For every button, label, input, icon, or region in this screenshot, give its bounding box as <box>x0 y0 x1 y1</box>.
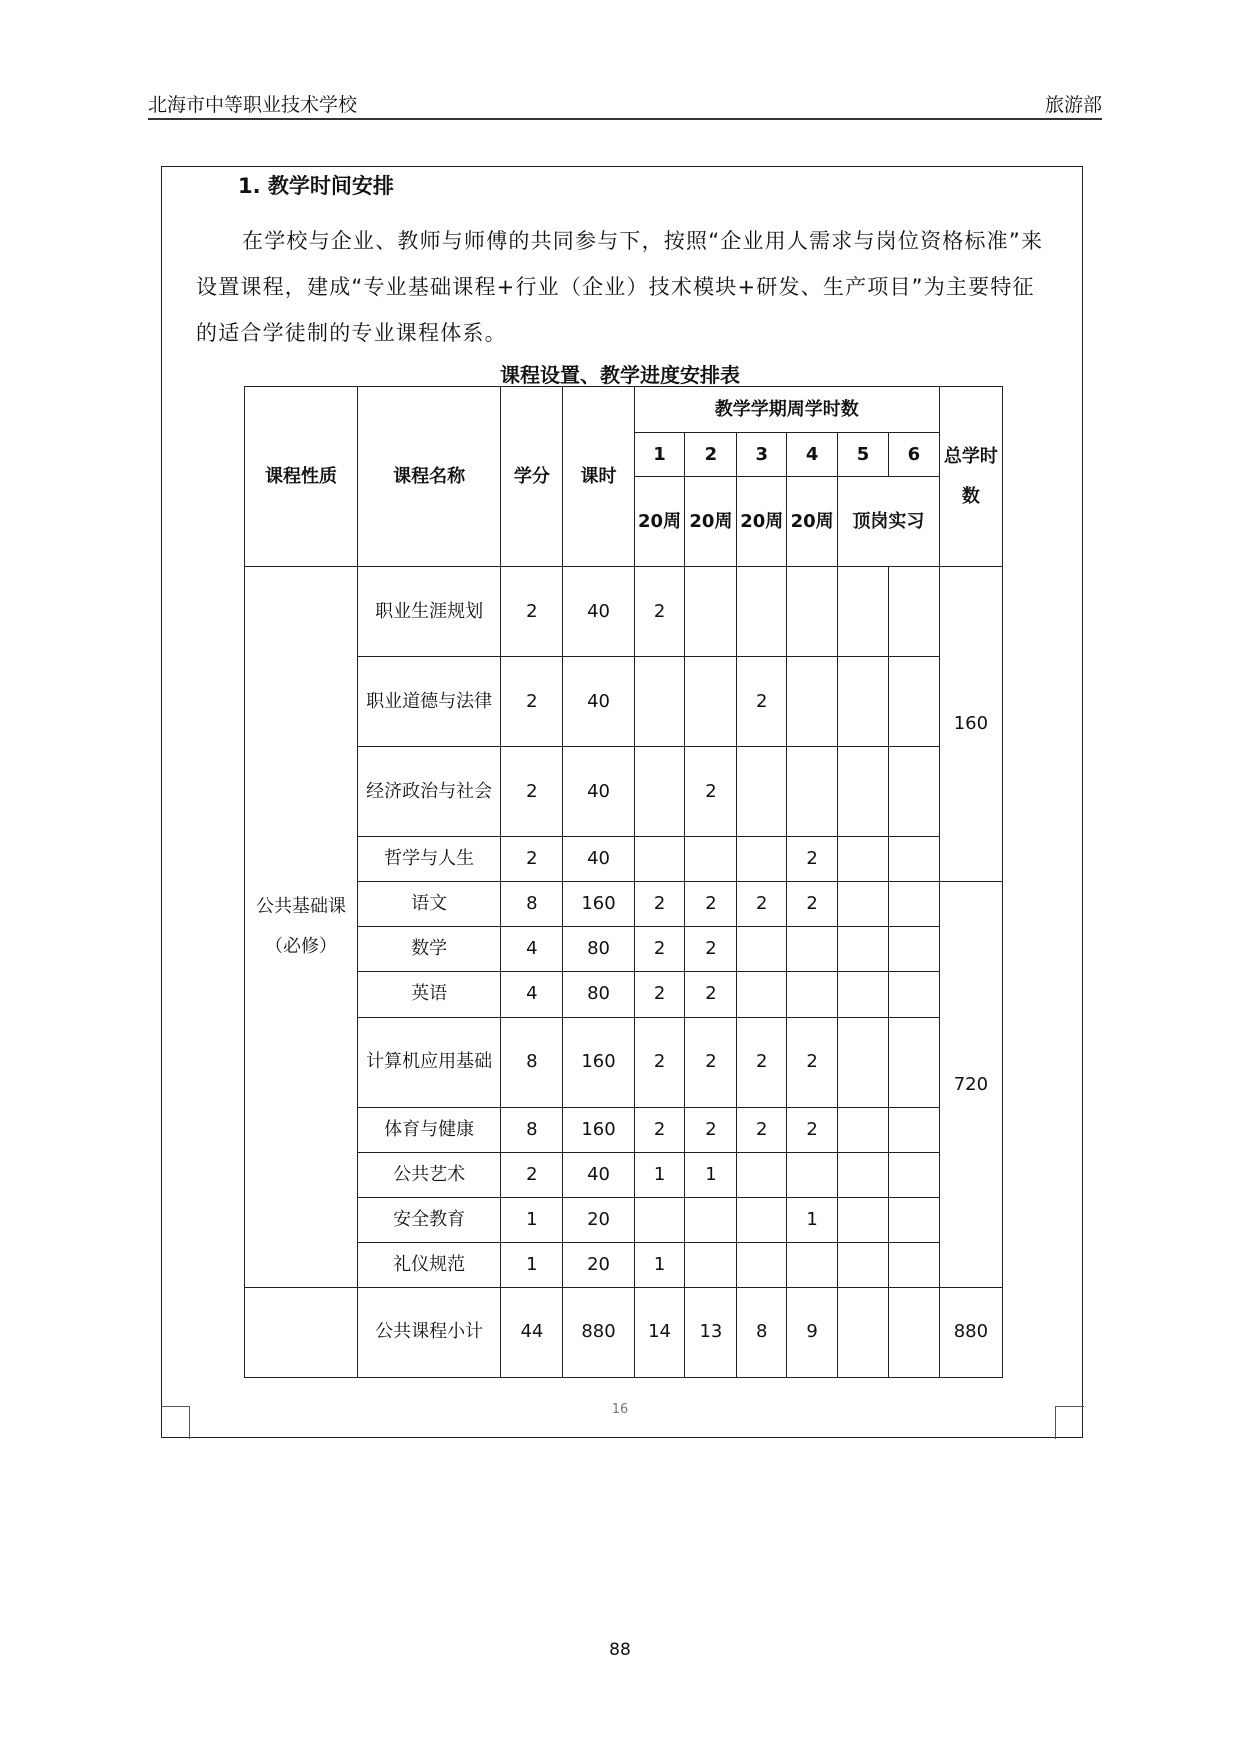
header-semester: 1 <box>634 433 685 477</box>
sem-cell <box>787 927 838 972</box>
header-weeks: 20周 <box>685 477 737 567</box>
sem-cell <box>685 1197 737 1242</box>
sem-cell <box>634 747 685 837</box>
sem-cell: 2 <box>685 747 737 837</box>
credits-cell: 2 <box>501 747 563 837</box>
table-row <box>245 972 1003 1017</box>
course-name: 经济政治与社会 <box>357 747 500 837</box>
table-row <box>245 747 1003 837</box>
course-name: 公共课程小计 <box>357 1287 500 1377</box>
page-header <box>148 90 1102 120</box>
sem-cell <box>737 1242 787 1287</box>
table-row <box>245 837 1003 882</box>
hours-cell: 160 <box>563 1017 634 1107</box>
sem-cell <box>838 567 889 657</box>
sem-cell: 2 <box>634 567 685 657</box>
credits-cell: 8 <box>501 882 563 927</box>
hours-cell: 40 <box>563 657 634 747</box>
sem-cell: 1 <box>685 1152 737 1197</box>
hours-cell: 40 <box>563 837 634 882</box>
sem-cell <box>838 972 889 1017</box>
header-weeks: 20周 <box>737 477 787 567</box>
table-row <box>245 1017 1003 1107</box>
credits-cell: 1 <box>501 1197 563 1242</box>
hours-cell: 20 <box>563 1242 634 1287</box>
sem-cell: 2 <box>685 1107 737 1152</box>
sem-cell <box>888 927 939 972</box>
sem-cell <box>838 882 889 927</box>
credits-cell: 8 <box>501 1017 563 1107</box>
schedule-table <box>244 386 1003 1378</box>
header-category: 课程性质 <box>245 387 358 567</box>
sem-cell <box>838 1242 889 1287</box>
sem-cell <box>737 567 787 657</box>
category-cell: 公共基础课（必修） <box>245 567 358 1288</box>
sem-cell <box>888 567 939 657</box>
sem-cell <box>838 1287 889 1377</box>
sem-cell <box>888 1197 939 1242</box>
sem-cell <box>838 1017 889 1107</box>
credits-cell: 44 <box>501 1287 563 1377</box>
sem-cell <box>634 657 685 747</box>
sem-cell <box>685 567 737 657</box>
credits-cell: 2 <box>501 837 563 882</box>
category-cell-empty <box>245 1287 358 1377</box>
course-name: 语文 <box>357 882 500 927</box>
sem-cell <box>888 747 939 837</box>
sem-cell <box>838 1152 889 1197</box>
sem-cell <box>787 1152 838 1197</box>
sem-cell: 2 <box>634 1107 685 1152</box>
table-caption: 课程设置、教学进度安排表 <box>500 363 740 387</box>
table-row <box>245 927 1003 972</box>
sem-cell <box>737 972 787 1017</box>
table-row <box>245 657 1003 747</box>
sem-cell: 2 <box>787 1017 838 1107</box>
sem-cell <box>634 837 685 882</box>
credits-cell: 2 <box>501 1152 563 1197</box>
sem-cell: 13 <box>685 1287 737 1377</box>
hours-cell: 160 <box>563 1107 634 1152</box>
sem-cell <box>888 1152 939 1197</box>
sem-cell <box>685 1242 737 1287</box>
intro-paragraph <box>196 218 1046 356</box>
sem-cell <box>838 1197 889 1242</box>
course-name: 职业生涯规划 <box>357 567 500 657</box>
sem-cell: 8 <box>737 1287 787 1377</box>
sem-cell <box>737 1197 787 1242</box>
sem-cell: 2 <box>634 927 685 972</box>
school-name: 北海市中等职业技术学校 <box>148 94 358 116</box>
sem-cell <box>888 972 939 1017</box>
credits-cell: 8 <box>501 1107 563 1152</box>
course-name: 数学 <box>357 927 500 972</box>
sem-cell <box>838 837 889 882</box>
total-cell: 160 <box>939 567 1002 882</box>
sem-cell: 2 <box>685 1017 737 1107</box>
course-name: 礼仪规范 <box>357 1242 500 1287</box>
sem-cell: 14 <box>634 1287 685 1377</box>
sem-cell: 1 <box>634 1152 685 1197</box>
course-name: 公共艺术 <box>357 1152 500 1197</box>
sem-cell <box>787 747 838 837</box>
hours-cell: 160 <box>563 882 634 927</box>
sem-cell <box>737 927 787 972</box>
course-name: 体育与健康 <box>357 1107 500 1152</box>
sem-cell: 2 <box>737 882 787 927</box>
table-row <box>245 1242 1003 1287</box>
header-semester: 6 <box>888 433 939 477</box>
inner-page-number: 16 <box>611 1402 629 1417</box>
credits-cell: 2 <box>501 657 563 747</box>
sem-cell <box>838 747 889 837</box>
sem-cell <box>838 927 889 972</box>
sem-cell: 2 <box>634 882 685 927</box>
header-hours: 课时 <box>563 387 634 567</box>
section-title: 1. 教学时间安排 <box>238 174 394 198</box>
sem-cell: 2 <box>685 882 737 927</box>
header-semester: 5 <box>838 433 889 477</box>
page-number: 88 <box>609 1640 631 1660</box>
sem-cell <box>888 657 939 747</box>
credits-cell: 4 <box>501 972 563 1017</box>
sem-cell <box>787 657 838 747</box>
total-cell: 720 <box>939 882 1002 1287</box>
table-row <box>245 1197 1003 1242</box>
sem-cell <box>787 972 838 1017</box>
total-cell: 880 <box>939 1287 1002 1377</box>
intro-paragraph-text: 在学校与企业、教师与师傅的共同参与下，按照“企业用人需求与岗位资格标准”来设置课程，建成“专业基础课程+行业（企业）技术模块+研发、生产项目”为主要特征的适合学徒制的专业课程体系。 <box>196 229 1044 345</box>
sem-cell: 2 <box>737 657 787 747</box>
sem-cell <box>888 1017 939 1107</box>
sem-cell <box>838 657 889 747</box>
credits-cell: 1 <box>501 1242 563 1287</box>
course-name: 计算机应用基础 <box>357 1017 500 1107</box>
sem-cell: 1 <box>634 1242 685 1287</box>
header-semester: 4 <box>787 433 838 477</box>
sem-cell <box>787 567 838 657</box>
table-row <box>245 1107 1003 1152</box>
table-row <box>245 882 1003 927</box>
sem-cell: 1 <box>787 1197 838 1242</box>
hours-cell: 80 <box>563 972 634 1017</box>
sem-cell: 2 <box>787 882 838 927</box>
hours-cell: 40 <box>563 747 634 837</box>
header-semester-group: 教学学期周学时数 <box>634 387 939 433</box>
sem-cell <box>888 882 939 927</box>
hours-cell: 80 <box>563 927 634 972</box>
header-weeks: 20周 <box>787 477 838 567</box>
table-row <box>245 1152 1003 1197</box>
subtotal-row <box>245 1287 1003 1377</box>
sem-cell: 2 <box>685 972 737 1017</box>
header-internship: 顶岗实习 <box>838 477 940 567</box>
header-course: 课程名称 <box>357 387 500 567</box>
sem-cell: 2 <box>787 837 838 882</box>
course-name: 职业道德与法律 <box>357 657 500 747</box>
credits-cell: 2 <box>501 567 563 657</box>
header-semester: 2 <box>685 433 737 477</box>
sem-cell: 2 <box>634 1017 685 1107</box>
sem-cell: 2 <box>737 1107 787 1152</box>
hours-cell: 20 <box>563 1197 634 1242</box>
header-semester: 3 <box>737 433 787 477</box>
sem-cell: 2 <box>634 972 685 1017</box>
header-credits: 学分 <box>501 387 563 567</box>
sem-cell <box>888 1242 939 1287</box>
hours-cell: 40 <box>563 567 634 657</box>
sem-cell: 2 <box>737 1017 787 1107</box>
sem-cell <box>634 1197 685 1242</box>
sem-cell <box>888 837 939 882</box>
sem-cell <box>888 1107 939 1152</box>
sem-cell <box>888 1287 939 1377</box>
course-name: 英语 <box>357 972 500 1017</box>
sem-cell <box>737 747 787 837</box>
department-name: 旅游部 <box>1044 94 1102 116</box>
sem-cell <box>838 1107 889 1152</box>
sem-cell: 9 <box>787 1287 838 1377</box>
hours-cell: 40 <box>563 1152 634 1197</box>
table-row <box>245 567 1003 657</box>
sem-cell <box>737 837 787 882</box>
credits-cell: 4 <box>501 927 563 972</box>
header-weeks: 20周 <box>634 477 685 567</box>
sem-cell <box>787 1242 838 1287</box>
header-total: 总学时数 <box>939 387 1002 567</box>
course-name: 安全教育 <box>357 1197 500 1242</box>
sem-cell <box>737 1152 787 1197</box>
sem-cell <box>685 657 737 747</box>
sem-cell: 2 <box>685 927 737 972</box>
hours-cell: 880 <box>563 1287 634 1377</box>
course-name: 哲学与人生 <box>357 837 500 882</box>
sem-cell <box>685 837 737 882</box>
sem-cell: 2 <box>787 1107 838 1152</box>
